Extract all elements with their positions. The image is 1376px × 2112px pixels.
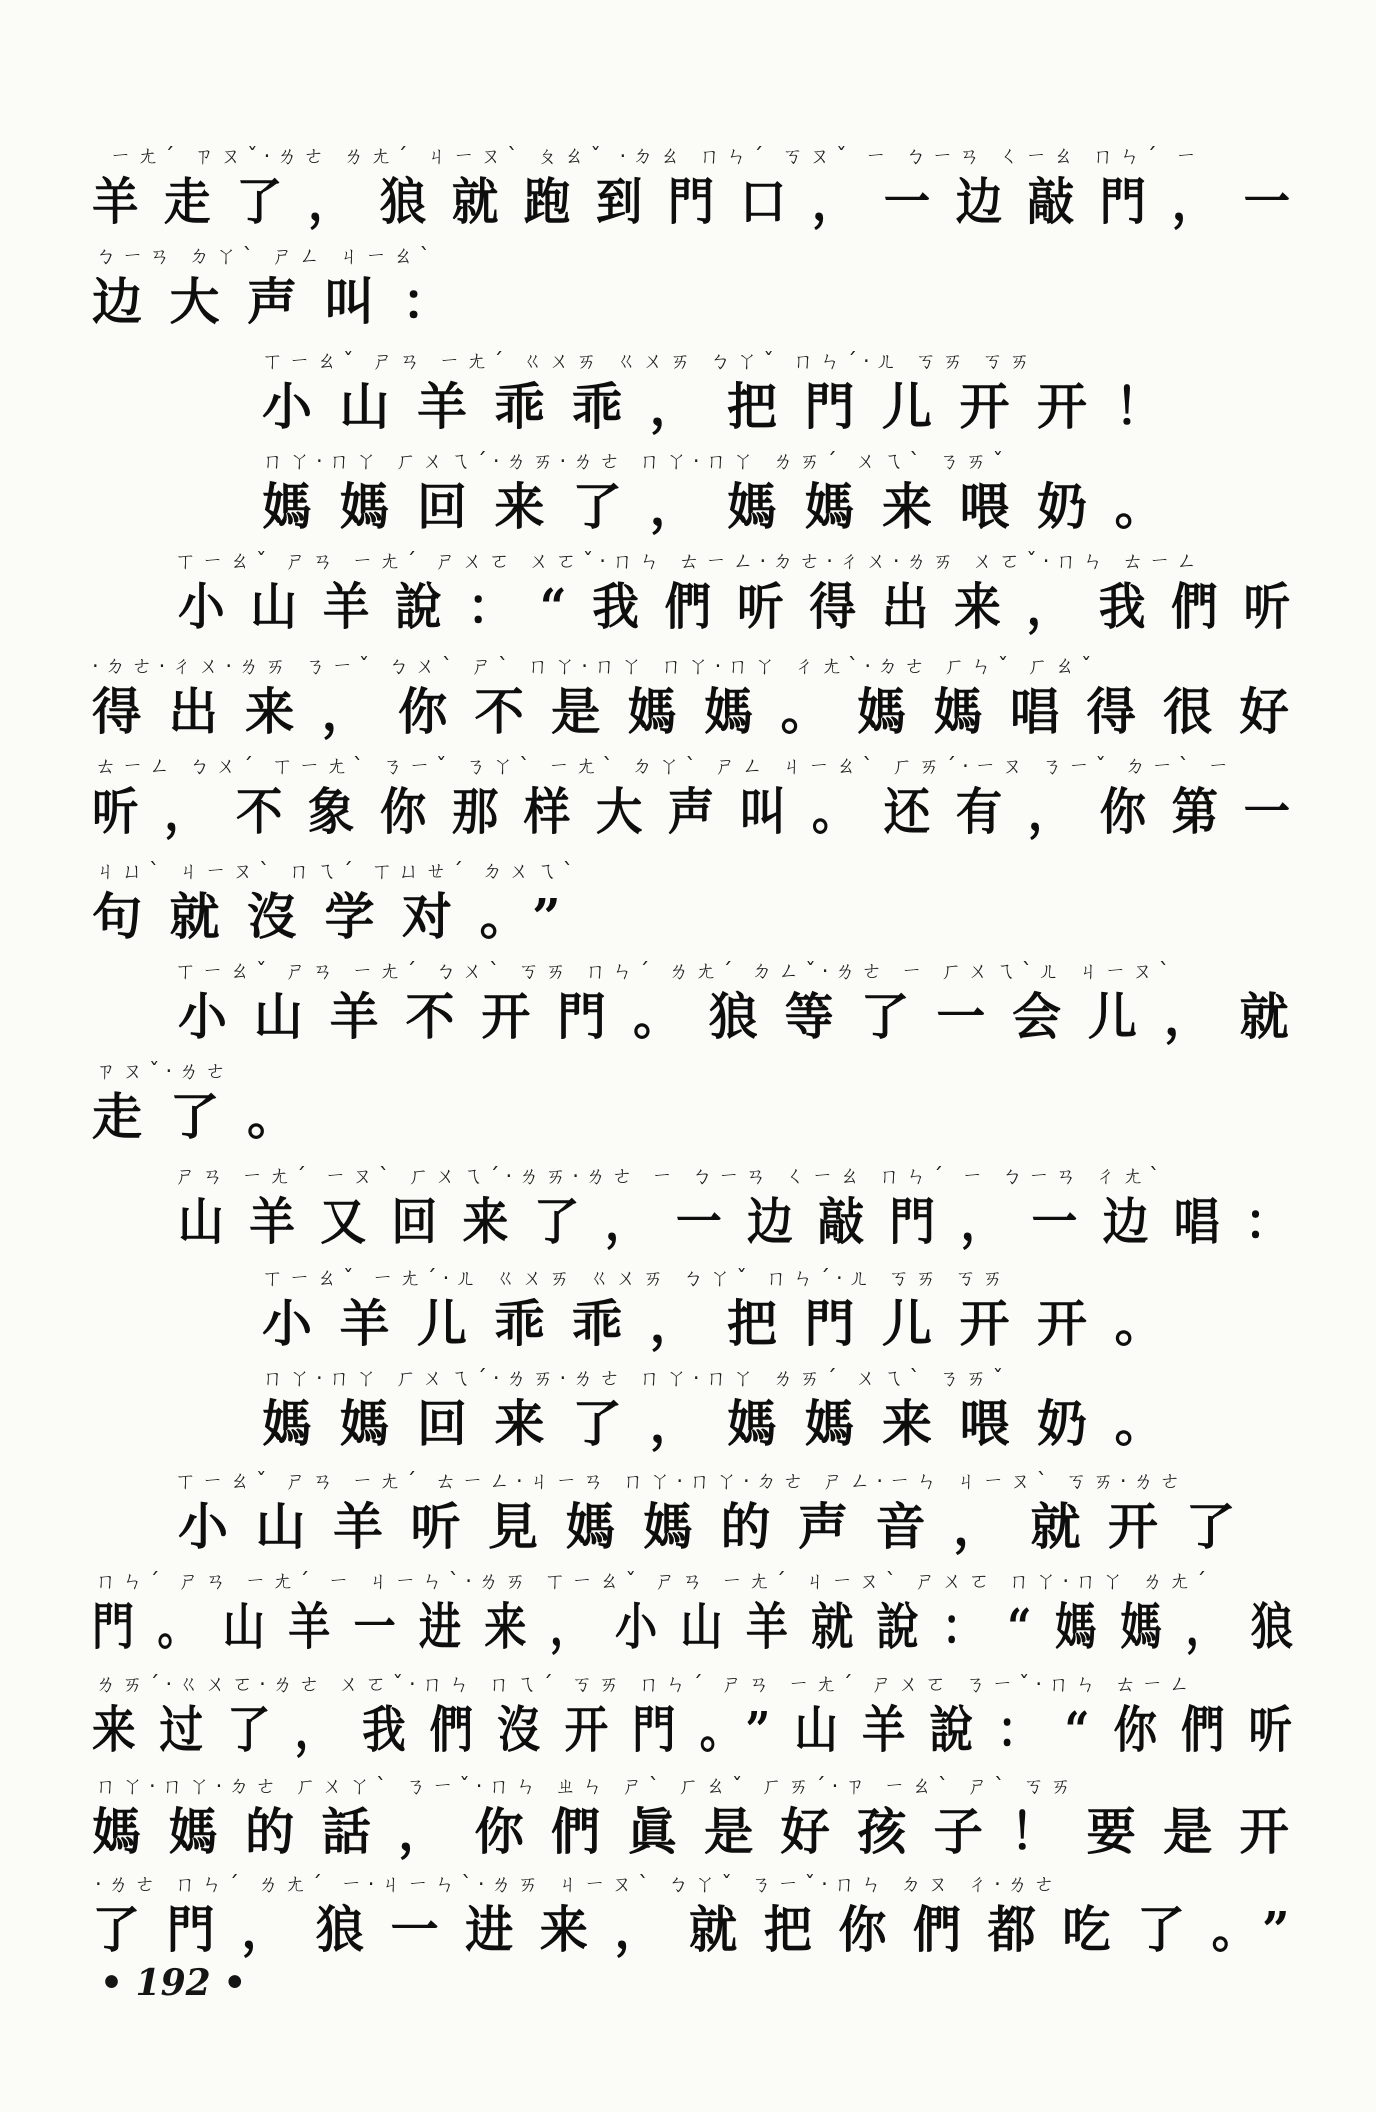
text-line (0, 750, 1376, 850)
page-number: • 192 • (100, 1962, 247, 2004)
text-line (0, 1055, 1376, 1155)
text-line (0, 1160, 1376, 1260)
chinese-text: 媽媽回来了，媽媽来喂奶。 (262, 1394, 1192, 1453)
chinese-text: 小山羊听見媽媽的声音，就开了 (178, 1497, 1263, 1556)
chinese-text: 小羊儿乖乖，把門儿开开。 (262, 1294, 1192, 1353)
chinese-text: 小山羊乖乖，把門儿开开！ (262, 377, 1192, 436)
text-line (0, 1770, 1376, 1870)
chinese-text: 走了。 (92, 1087, 325, 1146)
chinese-text: 边大声叫： (92, 272, 480, 331)
zhuyin-annotation: ㄐㄩˋ ㄐㄧㄡˋ ㄇㄟˊ ㄒㄩㄝˊ ㄉㄨㄟˋ (95, 859, 580, 883)
chinese-text: 了門，狼一进来，就把你們都吃了。” (92, 1900, 1317, 1959)
zhuyin-annotation: ·ㄉㄜ·ㄔㄨ·ㄌㄞ ㄋㄧˇ ㄅㄨˋ ㄕˋ ㄇㄚ·ㄇㄚ ㄇㄚ·ㄇㄚ ㄔㄤˋ·ㄉㄜ ㄏㄣˇ ㄏㄠˇ (92, 654, 1098, 678)
text-line (0, 140, 1376, 240)
text-line (0, 1565, 1376, 1665)
zhuyin-annotation: ㄒㄧㄠˇ ㄕㄢ ㄧㄤˊ ㄅㄨˋ ㄎㄞ ㄇㄣˊ ㄌㄤˊ ㄉㄥˇ·ㄌㄜ ㄧ ㄏㄨㄟˋㄦ ㄐㄧㄡˋ (175, 959, 1176, 983)
text-line (0, 545, 1376, 645)
zhuyin-annotation: ㄅㄧㄢ ㄉㄚˋ ㄕㄥ ㄐㄧㄠˋ (95, 244, 437, 268)
chinese-text: 門。山羊一进来，小山羊就說：“媽媽，狼 (92, 1597, 1317, 1656)
text-line (0, 1465, 1376, 1565)
zhuyin-annotation: ㄇㄚ·ㄇㄚ ㄏㄨㄟˊ·ㄌㄞ·ㄌㄜ ㄇㄚ·ㄇㄚ ㄌㄞˊ ㄨㄟˋ ㄋㄞˇ (262, 449, 1010, 473)
zhuyin-annotation: ·ㄌㄜ ㄇㄣˊ ㄌㄤˊ ㄧ·ㄐㄧㄣˋ·ㄌㄞ ㄐㄧㄡˋ ㄅㄚˇ ㄋㄧˇ·ㄇㄣ ㄉㄡ ㄔ·ㄌㄜ (95, 1872, 1061, 1896)
text-line (0, 1668, 1376, 1768)
chinese-text: 句就沒学对。” (92, 887, 589, 946)
zhuyin-annotation: ㄒㄧㄠˇ ㄕㄢ ㄧㄤˊ ㄍㄨㄞ ㄍㄨㄞ ㄅㄚˇ ㄇㄣˊ·ㄦ ㄎㄞ ㄎㄞ (262, 349, 1037, 373)
zhuyin-annotation: ㄧㄤˊ ㄗㄡˇ·ㄌㄜ ㄌㄤˊ ㄐㄧㄡˋ ㄆㄠˇ ·ㄉㄠ ㄇㄣˊ ㄎㄡˇ ㄧ ㄅㄧㄢ ㄑㄧㄠ ㄇㄣˊ ㄧ (110, 144, 1203, 168)
verse-line (0, 1262, 1376, 1362)
chinese-text: 小山羊說：“我們听得出来，我們听 (178, 577, 1316, 636)
zhuyin-annotation: ㄌㄞˊ·ㄍㄨㄛ·ㄌㄜ ㄨㄛˇ·ㄇㄣ ㄇㄟˊ ㄎㄞ ㄇㄣˊ ㄕㄢ ㄧㄤˊ ㄕㄨㄛ ㄋㄧˇ·ㄇㄣ ㄊㄧㄥ (95, 1672, 1196, 1696)
zhuyin-annotation: ㄇㄣˊ ㄕㄢ ㄧㄤˊ ㄧ ㄐㄧㄣˋ·ㄌㄞ ㄒㄧㄠˇ ㄕㄢ ㄧㄤˊ ㄐㄧㄡˋ ㄕㄨㄛ ㄇㄚ·ㄇㄚ ㄌㄤˊ (95, 1569, 1213, 1593)
text-line (0, 1868, 1376, 1968)
chinese-text: 来过了，我們沒开門。”山羊說：“你們听 (92, 1700, 1317, 1759)
chinese-text: 听，不象你那样大声叫。还有，你第一 (92, 782, 1316, 841)
zhuyin-annotation: ㄒㄧㄠˇ ㄕㄢ ㄧㄤˊ ㄊㄧㄥ·ㄐㄧㄢ ㄇㄚ·ㄇㄚ·ㄉㄜ ㄕㄥ·ㄧㄣ ㄐㄧㄡˋ ㄎㄞ·ㄌㄜ (175, 1469, 1187, 1493)
verse-line (0, 345, 1376, 445)
zhuyin-annotation: ㄊㄧㄥ ㄅㄨˊ ㄒㄧㄤˋ ㄋㄧˇ ㄋㄚˋ ㄧㄤˋ ㄉㄚˋ ㄕㄥ ㄐㄧㄠˋ ㄏㄞˊ·ㄧㄡ ㄋㄧˇ ㄉㄧˋ ㄧ (95, 754, 1235, 778)
zhuyin-annotation: ㄇㄚ·ㄇㄚ ㄏㄨㄟˊ·ㄌㄞ·ㄌㄜ ㄇㄚ·ㄇㄚ ㄌㄞˊ ㄨㄟˋ ㄋㄞˇ (262, 1366, 1010, 1390)
verse-line (0, 445, 1376, 545)
text-line (0, 650, 1376, 750)
chinese-text: 媽媽回来了，媽媽来喂奶。 (262, 477, 1192, 536)
chinese-text: 山羊又回来了，一边敲門，一边唱： (178, 1192, 1316, 1251)
zhuyin-annotation: ㄒㄧㄠˇ ㄕㄢ ㄧㄤˊ ㄕㄨㄛ ㄨㄛˇ·ㄇㄣ ㄊㄧㄥ·ㄉㄜ·ㄔㄨ·ㄌㄞ ㄨㄛˇ·ㄇㄣ ㄊㄧㄥ (175, 549, 1204, 573)
zhuyin-annotation: ㄒㄧㄠˇ ㄧㄤˊ·ㄦ ㄍㄨㄞ ㄍㄨㄞ ㄅㄚˇ ㄇㄣˊ·ㄦ ㄎㄞ ㄎㄞ (262, 1266, 1010, 1290)
verse-line (0, 1362, 1376, 1462)
chinese-text: 媽媽的話，你們眞是好孩子！要是开 (92, 1802, 1317, 1861)
text-line (0, 955, 1376, 1055)
zhuyin-annotation: ㄕㄢ ㄧㄤˊ ㄧㄡˋ ㄏㄨㄟˊ·ㄌㄞ·ㄌㄜ ㄧ ㄅㄧㄢ ㄑㄧㄠ ㄇㄣˊ ㄧ ㄅㄧㄢ ㄔㄤˋ (175, 1164, 1166, 1188)
zhuyin-annotation: ㄇㄚ·ㄇㄚ·ㄉㄜ ㄏㄨㄚˋ ㄋㄧˇ·ㄇㄣ ㄓㄣ ㄕˋ ㄏㄠˇ ㄏㄞˊ·ㄗ ㄧㄠˋ ㄕˋ ㄎㄞ (95, 1774, 1078, 1798)
zhuyin-annotation: ㄗㄡˇ·ㄌㄜ (95, 1059, 233, 1083)
text-line (0, 855, 1376, 955)
text-line (0, 240, 1376, 340)
chinese-text: 小山羊不开門。狼等了一会儿，就 (178, 987, 1316, 1046)
chinese-text: 羊走了，狼就跑到門口，一边敲門，一 (92, 172, 1316, 231)
chinese-text: 得出来，你不是媽媽。媽媽唱得很好 (92, 682, 1317, 741)
